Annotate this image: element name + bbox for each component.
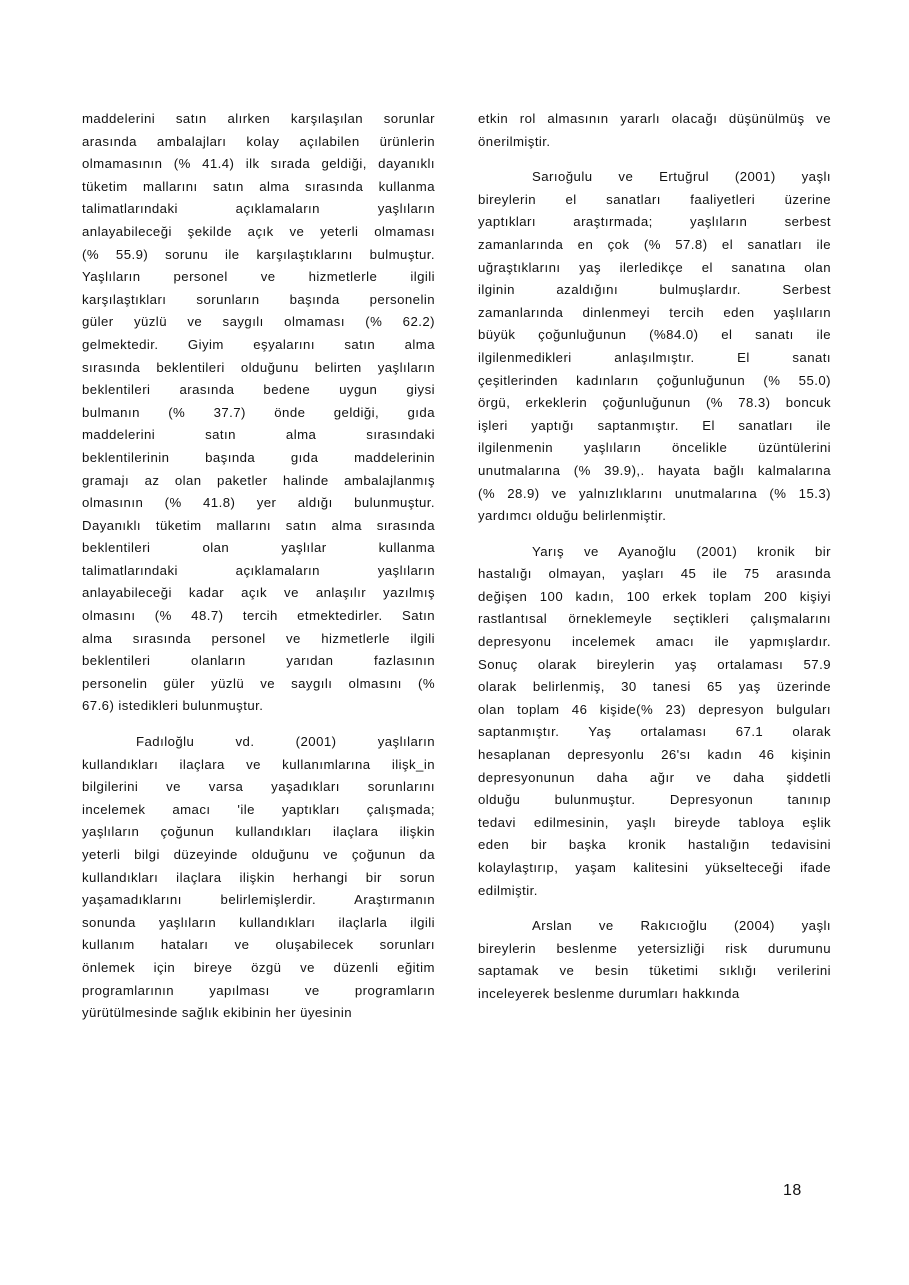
text-line: beklentilerinin başında gıda maddelerinin [82, 449, 435, 465]
text-line: karşılaştıkları sorunların başında personelin [82, 291, 435, 307]
text-line: inceleyerek beslenme durumları hakkında [478, 985, 740, 1001]
paragraph [82, 731, 435, 1025]
text-line: Sonuç olarak bireylerin yaş ortalaması 57.9 [478, 656, 831, 672]
text-line: anlayabileceği kadar açık ve anlaşılır yazılmış [82, 585, 435, 601]
text-line: Fadıloğlu vd. (2001) yaşlıların [136, 734, 435, 750]
text-line: depresyonunun daha ağır ve daha şiddetli [478, 769, 831, 785]
text-line: zamanlarında dinlenmeyi tercih eden yaşlıların [478, 304, 831, 320]
text-line: beklentileri arasında bedene uygun giysi [82, 382, 435, 398]
paragraph [478, 108, 831, 153]
text-line: hastalığı olmayan, yaşları 45 ile 75 arasında [478, 566, 831, 582]
text-line: yardımcı olduğu belirlenmiştir. [478, 508, 667, 524]
text-line: uğraştıklarını yaş ilerledikçe el sanatına olan [478, 259, 831, 275]
text-line: bireylerin el sanatları faaliyetleri üzerine [478, 191, 831, 207]
text-line: Yaşlıların personel ve hizmetlerle ilgili [82, 269, 435, 285]
text-line: kullandıkları ilaçlara ilişkin herhangi bir sorun [82, 869, 435, 885]
text-line: beklentileri olanların yarıdan fazlasının [82, 653, 435, 669]
text-line: olmasını (% 48.7) tercih etmektedirler. Satın [82, 608, 435, 624]
text-line: değişen 100 kadın, 100 erkek toplam 200 kişiyi [478, 588, 831, 604]
paragraph [478, 166, 831, 528]
text-line: önlemek için bireye özgü ve düzenli eğitim [82, 959, 435, 975]
left-column [82, 108, 435, 1038]
text-line: Dayanıklı tüketim mallarını satın alma sırasında [82, 517, 435, 533]
text-line: Arslan ve Rakıcıoğlu (2004) yaşlı [532, 918, 831, 934]
text-line: (% 55.9) sorunu ile karşılaştıklarını bulmuştur. [82, 246, 435, 262]
text-line: maddelerini satın alırken karşılaşılan sorunlar [82, 111, 435, 126]
text-line: gramajı az olan paketler halinde ambalajlanmış [82, 472, 435, 488]
text-line: personelin güler yüzlü ve saygılı olmasını (% [82, 675, 435, 691]
text-line: tüketim mallarını satın alma sırasında kullanma [82, 178, 435, 194]
text-line: güler yüzlü ve saygılı olmaması (% 62.2) [82, 314, 435, 330]
text-line: saptamak ve besin tüketimi sıklığı verilerini [478, 963, 831, 979]
text-line: saptanmıştır. Yaş ortalaması 67.1 olarak [478, 724, 831, 740]
text-line: talimatlarındaki açıklamaların yaşlıların [82, 562, 435, 578]
text-line: zamanlarında en çok (% 57.8) el sanatları ile [478, 236, 831, 252]
text-line: çeşitlerinden kadınların çoğunluğunun (% 55.0) [478, 372, 831, 388]
text-line: unutmalarına (% 39.9),. hayata bağlı kalmalarına [478, 462, 831, 478]
text-line: beklentileri olan yaşlılar kullanma [82, 540, 435, 556]
text-line: ilginin azaldığını bulmuşlardır. Serbest [478, 282, 831, 298]
text-line: yeterli bilgi düzeyinde olduğunu ve çoğunun da [82, 847, 435, 862]
paragraph [82, 108, 435, 718]
text-line: örgü, erkeklerin çoğunluğunun (% 78.3) boncuk [478, 395, 831, 411]
text-line: olmasının (% 41.8) yer aldığı bulunmuştur. [82, 495, 435, 511]
text-line: Yarış ve Ayanoğlu (2001) kronik bir [532, 543, 831, 559]
text-line: anlayabileceği şekilde açık ve yeterli olmaması [82, 223, 435, 239]
text-line: kullandıkları ilaçlara ve kullanımlarına ilişk_in [82, 756, 435, 772]
text-line: yaşamadıklarını belirlemişlerdir. Araştırmanın [82, 892, 435, 908]
text-line: incelemek amacı 'ile yaptıkları çalışmada; [82, 801, 435, 817]
text-line: yaşlıların çoğunun kullandıkları ilaçlara ilişkin [82, 824, 435, 840]
text-line: eden bir başka kronik hastalığın tedavisini [478, 837, 831, 853]
paragraph [478, 915, 831, 1005]
text-line: önerilmiştir. [478, 133, 551, 149]
right-column [478, 108, 831, 1019]
text-line: talimatlarındaki açıklamaların yaşlıların [82, 201, 435, 217]
text-line: bilgilerini ve varsa yaşadıkları sorunlarını [82, 779, 435, 795]
text-line: kullanım hataları ve oluşabilecek sorunları [82, 937, 435, 953]
text-line: gelmektedir. Giyim eşyalarını satın alma [82, 336, 435, 352]
text-line: edilmiştir. [478, 882, 538, 898]
text-line: alma sırasında personel ve hizmetlerle ilgili [82, 630, 435, 646]
text-line: işleri yaptığı saptanmıştır. El sanatları ile [478, 417, 831, 433]
text-line: programlarının yapılması ve programların [82, 982, 435, 998]
text-line: olarak belirlenmiş, 30 tanesi 65 yaş üzerinde [478, 679, 831, 695]
text-line: (% 28.9) ve yalnızlıklarını unutmalarına (% 15.3) [478, 485, 831, 501]
page-number: 18 [783, 1182, 802, 1199]
text-line: olan toplam 46 kişide(% 23) depresyon bulguları [478, 701, 831, 717]
text-line: kolaylaştırıp, yaşam kalitesini yükselteceği ifade [478, 860, 831, 875]
text-line: Sarıoğulu ve Ertuğrul (2001) yaşlı [532, 169, 831, 185]
text-line: sırasında beklentileri olduğunu belirten yaşlıların [82, 359, 435, 375]
paragraph [478, 541, 831, 903]
text-line: tedavi edilmesinin, yaşlı bireyde tabloya eşlik [478, 814, 831, 830]
text-line: 67.6) istedikleri bulunmuştur. [82, 698, 264, 714]
text-line: ilgilenmedikleri anlaşılmıştır. El sanatı [478, 349, 831, 365]
text-line: arasında ambalajları kolay açılabilen ürünlerin [82, 133, 435, 149]
text-line: bulmanın (% 37.7) önde geldiği, gıda [82, 404, 435, 420]
text-line: bireylerin beslenme yetersizliği risk durumunu [478, 940, 831, 956]
text-line: yaptıkları araştırmada; yaşlıların serbest [478, 214, 831, 230]
text-line: yürütülmesinde sağlık ekibinin her üyesinin [82, 1005, 353, 1021]
text-line: sonunda yaşlıların kullandıkları ilaçlarla ilgili [82, 914, 435, 930]
text-line: olmamasının (% 41.4) ilk sırada geldiği, dayanıklı [82, 156, 435, 172]
text-line: rastlantısal örneklemeyle seçtikleri çalışmalarını [478, 611, 831, 627]
text-line: olduğu bulunmuştur. Depresyonun tanınıp [478, 792, 831, 808]
text-line: etkin rol almasının yararlı olacağı düşünülmüş ve [478, 111, 831, 126]
text-line: büyük çoğunluğunun (%84.0) el sanatı ile [478, 327, 831, 343]
text-line: ilgilenmenin yaşlıların öncelikle üzüntülerini [478, 440, 831, 456]
text-line: maddelerini satın alma sırasındaki [82, 427, 435, 443]
text-line: depresyonu incelemek amacı ile yapmışlardır. [478, 634, 831, 650]
text-line: hesaplanan depresyonlu 26'sı kadın 46 kişinin [478, 747, 831, 763]
